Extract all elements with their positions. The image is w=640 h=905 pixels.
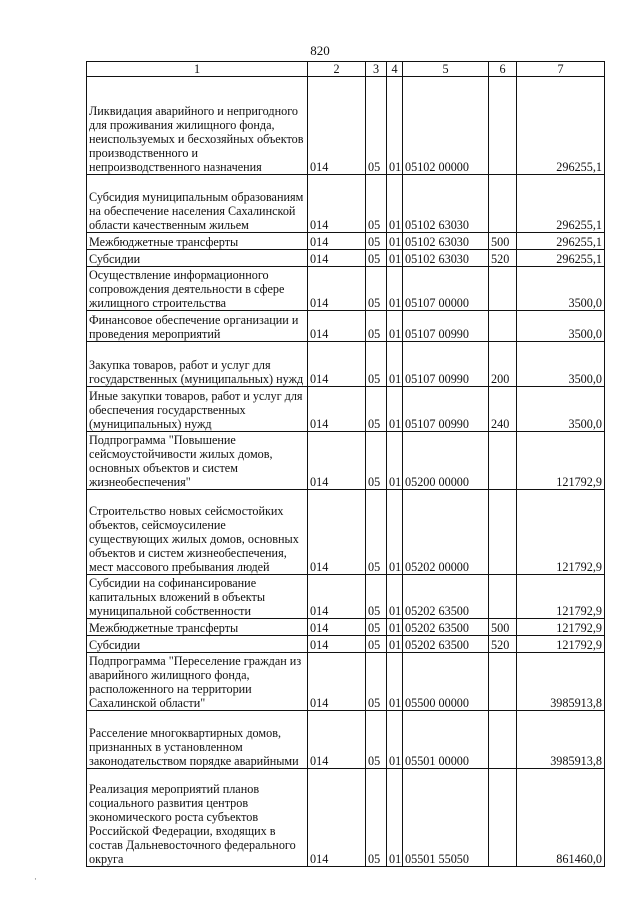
table-row: [87, 711, 605, 769]
table-cell-target: 05202 63500: [403, 636, 489, 653]
table-cell-amount: 3985913,8: [517, 711, 605, 769]
table-cell-amount: 3500,0: [517, 311, 605, 342]
table-cell-target: 05107 00990: [403, 342, 489, 387]
table-cell-amount: 296255,1: [517, 250, 605, 267]
table-cell-expense: 240: [489, 387, 517, 432]
table-cell-expense: 520: [489, 636, 517, 653]
table-cell-target: 05102 00000: [403, 77, 489, 175]
table-cell-name: Подпрограмма "Переселение граждан из аварийного жилищного фонда, расположенного на территории Сахалинской области": [87, 653, 308, 711]
table-cell-name: Строительство новых сейсмостойких объектов, сейсмоусиление существующих жилых домов, основных объектов и систем жизнеобеспечения, мест массового пребывания людей: [87, 490, 308, 575]
table-cell-expense: [489, 653, 517, 711]
table-cell-ministry: 014: [308, 490, 366, 575]
table-cell-target: 05501 55050: [403, 769, 489, 867]
table-cell-subsection: 01: [387, 619, 403, 636]
table-cell-name: Реализация мероприятий планов социального развития центров экономического роста субъектов Российской Федерации, входящих в состав Дальневосточного федерального округа: [87, 769, 308, 867]
table-cell-expense: 200: [489, 342, 517, 387]
table-cell-ministry: 014: [308, 432, 366, 490]
table-cell-expense: [489, 432, 517, 490]
table-cell-target: 05501 00000: [403, 711, 489, 769]
table-cell-section: 05: [366, 77, 387, 175]
table-cell-ministry: 014: [308, 267, 366, 311]
table-cell-expense: [489, 769, 517, 867]
table-cell-amount: 861460,0: [517, 769, 605, 867]
table-cell-target: 05202 63500: [403, 619, 489, 636]
table-cell-section: 05: [366, 653, 387, 711]
table-row: [87, 267, 605, 311]
table-row: [87, 342, 605, 387]
column-header: 7: [517, 62, 605, 77]
table-cell-expense: 500: [489, 619, 517, 636]
table-cell-ministry: 014: [308, 653, 366, 711]
table-cell-section: 05: [366, 769, 387, 867]
table-cell-target: 05102 63030: [403, 175, 489, 233]
table-cell-ministry: 014: [308, 575, 366, 619]
table-cell-amount: 3500,0: [517, 267, 605, 311]
table-cell-ministry: 014: [308, 387, 366, 432]
table-row: [87, 490, 605, 575]
column-header: 6: [489, 62, 517, 77]
table-row: [87, 175, 605, 233]
table-cell-target: 05107 00990: [403, 311, 489, 342]
table-cell-section: 05: [366, 387, 387, 432]
budget-table: [86, 61, 605, 867]
table-row: [87, 619, 605, 636]
table-cell-section: 05: [366, 432, 387, 490]
table-cell-ministry: 014: [308, 77, 366, 175]
table-cell-ministry: 014: [308, 311, 366, 342]
table-cell-name: Ликвидация аварийного и непригодного для проживания жилищного фонда, неиспользуемых и бесхозяйных объектов производственного и непроизводственного назначения: [87, 77, 308, 175]
table-cell-expense: 520: [489, 250, 517, 267]
table-row: [87, 653, 605, 711]
table-cell-section: 05: [366, 636, 387, 653]
table-cell-subsection: 01: [387, 575, 403, 619]
table-cell-expense: 500: [489, 233, 517, 250]
table-cell-ministry: 014: [308, 711, 366, 769]
table-cell-subsection: 01: [387, 490, 403, 575]
table-cell-subsection: 01: [387, 636, 403, 653]
table-cell-section: 05: [366, 311, 387, 342]
table-row: [87, 250, 605, 267]
table-cell-section: 05: [366, 233, 387, 250]
table-cell-ministry: 014: [308, 636, 366, 653]
table-cell-expense: [489, 575, 517, 619]
table-cell-amount: 3500,0: [517, 387, 605, 432]
table-cell-expense: [489, 77, 517, 175]
table-cell-target: 05202 00000: [403, 490, 489, 575]
table-cell-ministry: 014: [308, 769, 366, 867]
table-cell-name: Расселение многоквартирных домов, признанных в установленном законодательством порядке аварийными: [87, 711, 308, 769]
table-cell-ministry: 014: [308, 250, 366, 267]
table-cell-ministry: 014: [308, 175, 366, 233]
table-cell-section: 05: [366, 619, 387, 636]
column-header: 5: [403, 62, 489, 77]
table-cell-name: Финансовое обеспечение организации и проведения мероприятий: [87, 311, 308, 342]
table-cell-expense: [489, 267, 517, 311]
table-cell-name: Субсидии на софинансирование капитальных вложений в объекты муниципальной собственности: [87, 575, 308, 619]
table-cell-section: 05: [366, 250, 387, 267]
table-cell-target: 05202 63500: [403, 575, 489, 619]
table-cell-expense: [489, 711, 517, 769]
table-cell-target: 05200 00000: [403, 432, 489, 490]
column-header: 1: [87, 62, 308, 77]
table-cell-amount: 121792,9: [517, 490, 605, 575]
table-cell-amount: 121792,9: [517, 636, 605, 653]
table-cell-amount: 296255,1: [517, 77, 605, 175]
table-cell-subsection: 01: [387, 769, 403, 867]
table-cell-subsection: 01: [387, 175, 403, 233]
table-cell-subsection: 01: [387, 267, 403, 311]
table-cell-ministry: 014: [308, 233, 366, 250]
table-cell-section: 05: [366, 490, 387, 575]
table-cell-name: Межбюджетные трансферты: [87, 233, 308, 250]
table-cell-subsection: 01: [387, 250, 403, 267]
table-cell-name: Межбюджетные трансферты: [87, 619, 308, 636]
table-cell-name: Иные закупки товаров, работ и услуг для обеспечения государственных (муниципальных) нужд: [87, 387, 308, 432]
table-cell-amount: 121792,9: [517, 619, 605, 636]
table-cell-name: Субсидия муниципальным образованиям на обеспечение населения Сахалинской области качественным жильем: [87, 175, 308, 233]
table-cell-expense: [489, 311, 517, 342]
table-cell-subsection: 01: [387, 387, 403, 432]
table-cell-name: Подпрограмма "Повышение сейсмоустойчивости жилых домов, основных объектов и систем жизнеобеспечения": [87, 432, 308, 490]
table-cell-name: Субсидии: [87, 636, 308, 653]
table-cell-subsection: 01: [387, 342, 403, 387]
column-number-row: [87, 62, 605, 77]
table-cell-subsection: 01: [387, 77, 403, 175]
table-cell-subsection: 01: [387, 432, 403, 490]
table-cell-target: 05107 00000: [403, 267, 489, 311]
page-number: 820: [310, 43, 330, 58]
table-cell-amount: 296255,1: [517, 233, 605, 250]
table-cell-expense: [489, 175, 517, 233]
table-row: [87, 233, 605, 250]
table-cell-subsection: 01: [387, 653, 403, 711]
table-cell-target: 05102 63030: [403, 233, 489, 250]
table-cell-amount: 3500,0: [517, 342, 605, 387]
table-cell-ministry: 014: [308, 619, 366, 636]
table-row: [87, 636, 605, 653]
table-cell-target: 05500 00000: [403, 653, 489, 711]
table-cell-name: Закупка товаров, работ и услуг для государственных (муниципальных) нужд: [87, 342, 308, 387]
table-cell-amount: 296255,1: [517, 175, 605, 233]
table-cell-section: 05: [366, 267, 387, 311]
table-cell-target: 05102 63030: [403, 250, 489, 267]
table-row: [87, 311, 605, 342]
table-cell-section: 05: [366, 342, 387, 387]
table-row: [87, 769, 605, 867]
table-cell-amount: 121792,9: [517, 575, 605, 619]
table-cell-subsection: 01: [387, 711, 403, 769]
table-cell-subsection: 01: [387, 233, 403, 250]
table-cell-section: 05: [366, 711, 387, 769]
table-row: [87, 432, 605, 490]
table-cell-subsection: 01: [387, 311, 403, 342]
table-cell-target: 05107 00990: [403, 387, 489, 432]
column-header: 2: [308, 62, 366, 77]
table-cell-name: Осуществление информационного сопровождения деятельности в сфере жилищного строительства: [87, 267, 308, 311]
table-cell-ministry: 014: [308, 342, 366, 387]
column-header: 3: [366, 62, 387, 77]
table-cell-amount: 3985913,8: [517, 653, 605, 711]
table-cell-section: 05: [366, 175, 387, 233]
table-cell-expense: [489, 490, 517, 575]
table-cell-name: Субсидии: [87, 250, 308, 267]
table-row: [87, 575, 605, 619]
margin-mark: ·: [30, 876, 41, 882]
table-cell-amount: 121792,9: [517, 432, 605, 490]
table-row: [87, 387, 605, 432]
table-cell-section: 05: [366, 575, 387, 619]
table-row: [87, 77, 605, 175]
column-header: 4: [387, 62, 403, 77]
